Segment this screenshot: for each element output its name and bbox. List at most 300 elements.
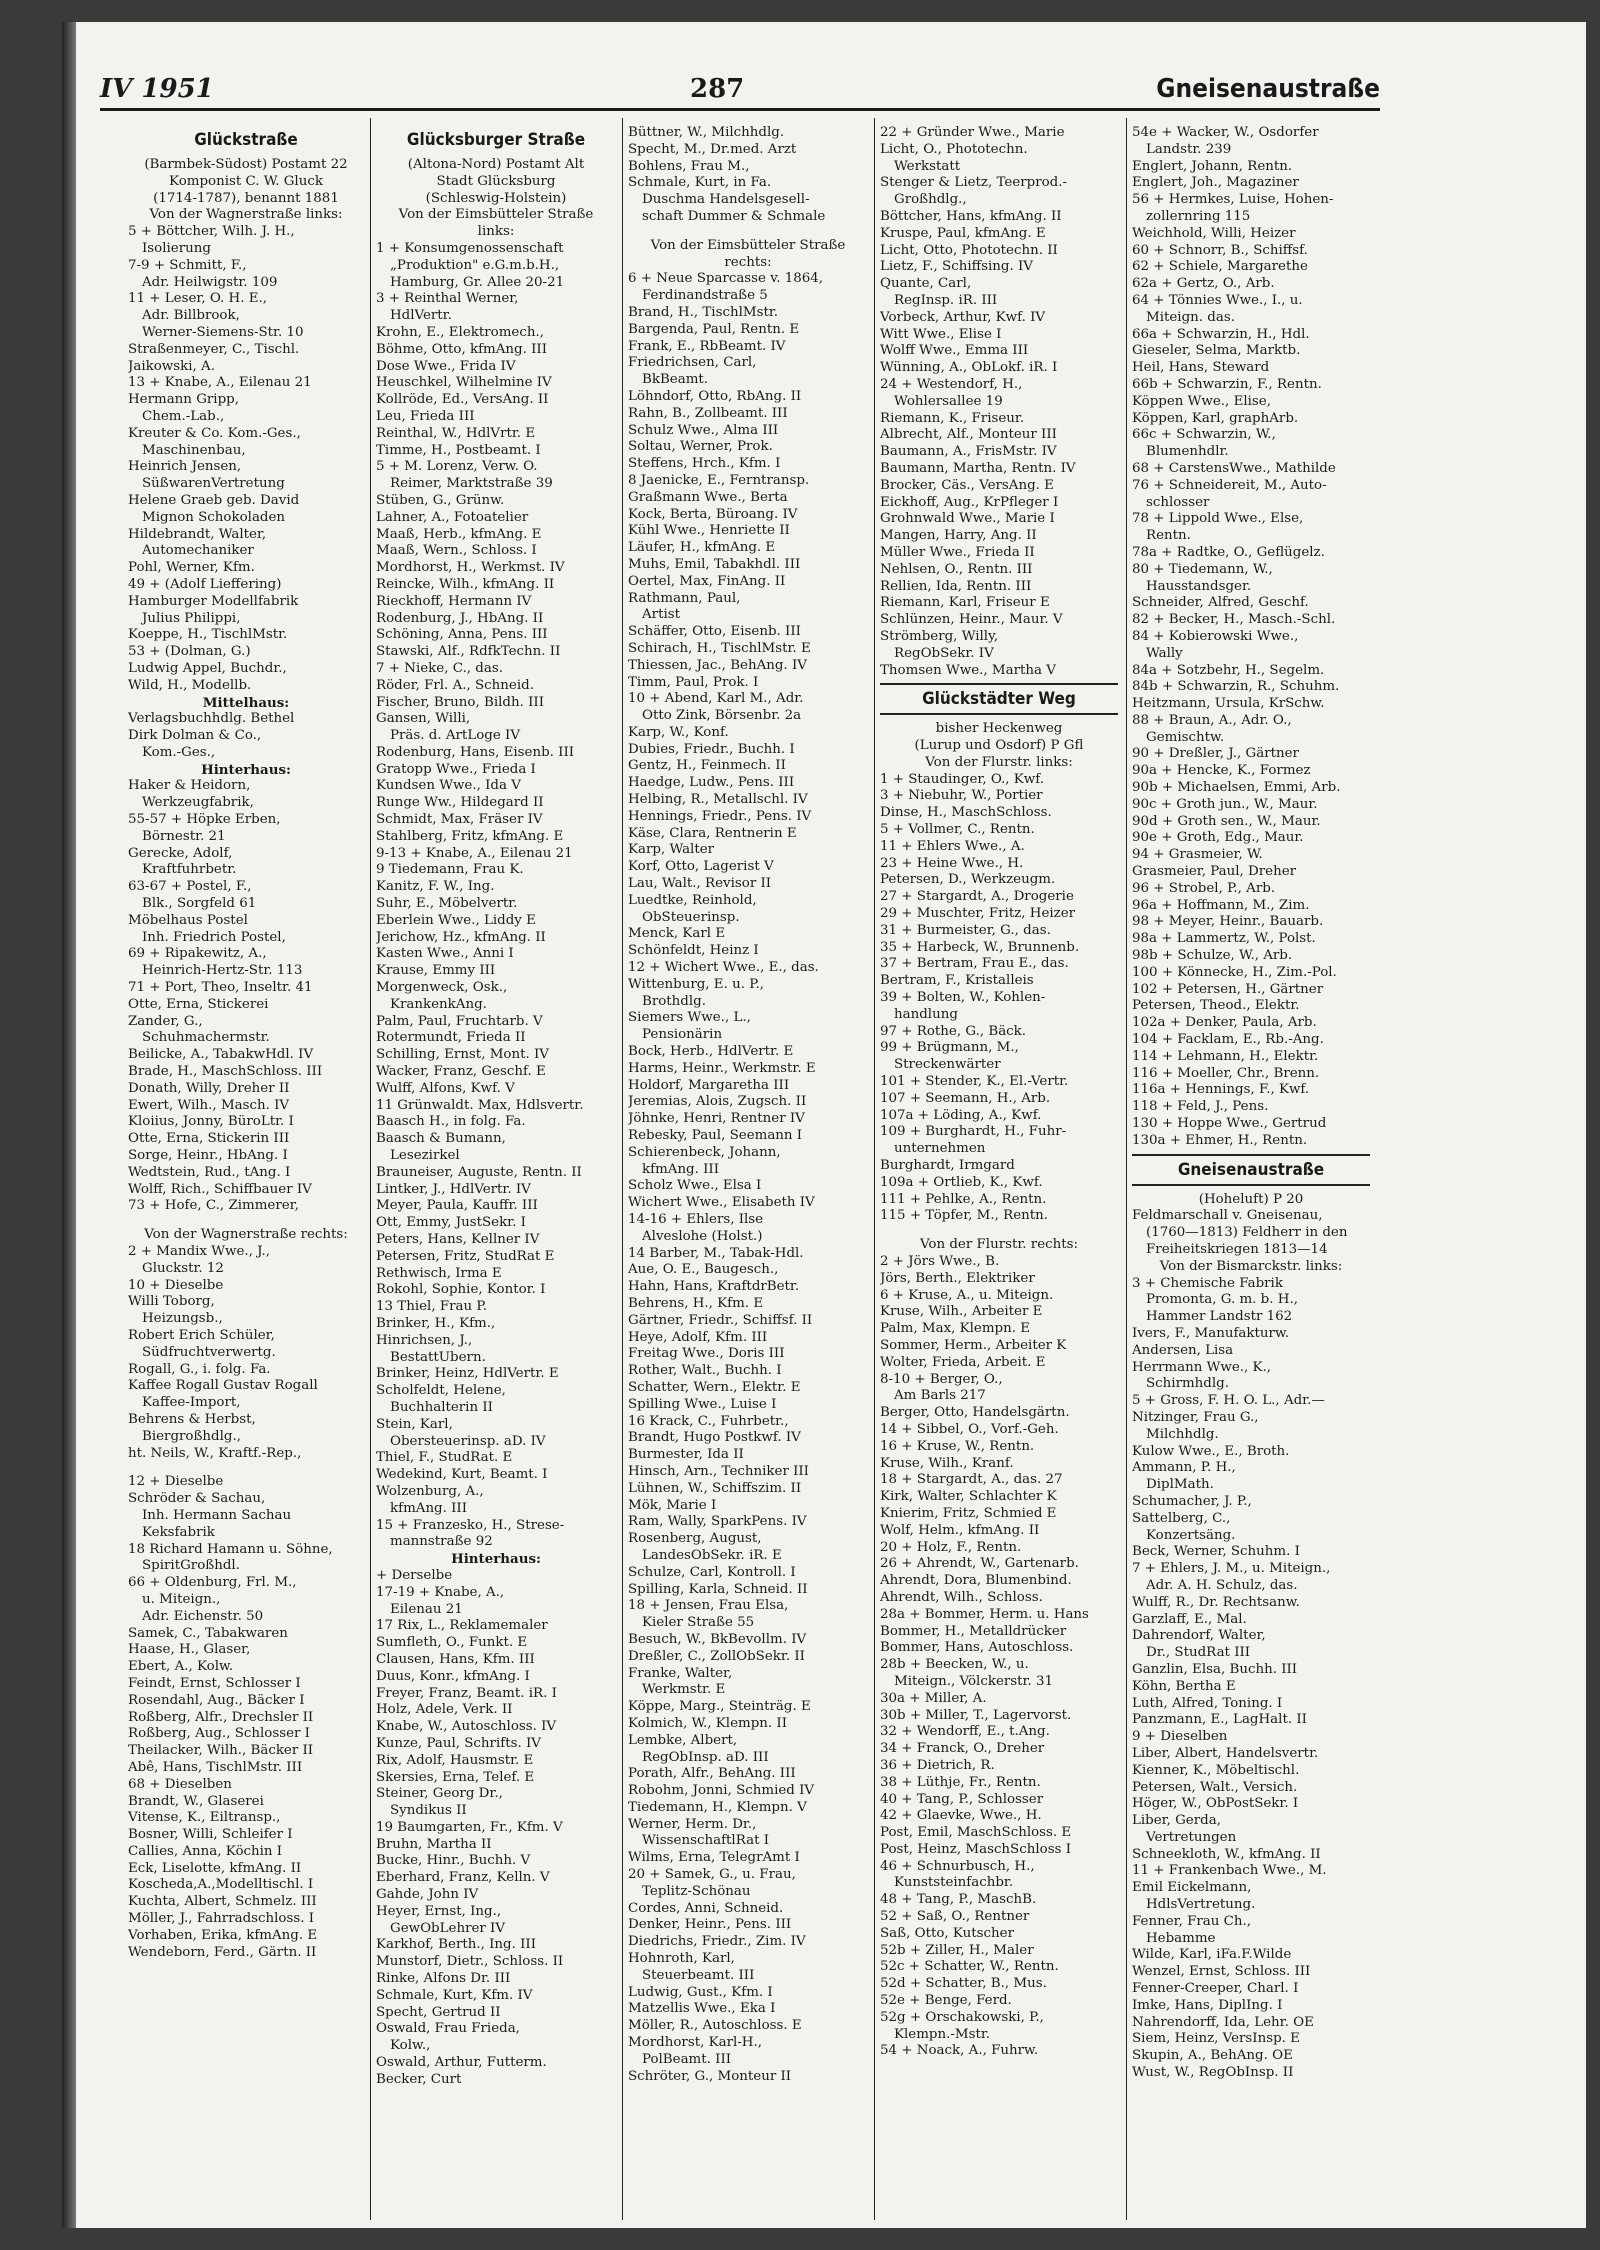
directory-entry: 107a + Löding, A., Kwf.	[880, 1107, 1042, 1123]
entry-continuation: Hammer Landstr 162	[1146, 1309, 1293, 1325]
entry-continuation: Brothdlg.	[642, 993, 706, 1009]
directory-entry: Oertel, Max, FinAng. II	[628, 573, 786, 589]
directory-entry: Porath, Alfr., BehAng. III	[628, 1766, 796, 1782]
directory-entry: Möller, J., Fahrradschloss. I	[128, 1911, 315, 1927]
street-note: Von der Eimsbütteler Straße	[650, 237, 846, 253]
directory-entry: Feldmarschall v. Gneisenau,	[1132, 1208, 1323, 1224]
directory-entry: Knierim, Fritz, Schmied E	[880, 1505, 1057, 1521]
directory-entry: Sommer, Herm., Arbeiter K	[880, 1337, 1067, 1353]
directory-entry: 11 + Leser, O. H. E.,	[128, 291, 268, 307]
directory-entry: Mordhorst, H., Werkmst. IV	[376, 560, 565, 576]
entry-continuation: Vertretungen	[1146, 1829, 1237, 1845]
directory-entry: 12 + Wichert Wwe., E., das.	[628, 960, 819, 976]
directory-entry: Riemann, Karl, Friseur E	[880, 595, 1050, 611]
entry-continuation: Adr. Eichenstr. 50	[142, 1608, 264, 1624]
directory-entry: Kruspe, Paul, kfmAng. E	[880, 225, 1046, 241]
directory-entry: 78a + Radtke, O., Geflügelz.	[1132, 544, 1325, 560]
spacer	[128, 1462, 364, 1474]
directory-entry: Berger, Otto, Handelsgärtn.	[880, 1405, 1070, 1421]
directory-entry: 52b + Ziller, H., Maler	[880, 1942, 1034, 1958]
directory-entry: Post, Emil, MaschSchloss. E	[880, 1825, 1072, 1841]
directory-entry: Meyer, Paula, Kauffr. III	[376, 1198, 538, 1214]
directory-entry: Büttner, W., Milchhdlg.	[628, 125, 785, 140]
directory-entry: Schmale, Kurt, in Fa.	[628, 175, 772, 191]
entry-continuation: Wohlersallee 19	[894, 393, 1003, 409]
directory-entry: Hahn, Hans, KraftdrBetr.	[628, 1279, 800, 1295]
directory-entry: 14 Barber, M., Tabak-Hdl.	[628, 1245, 804, 1261]
directory-entry: Rix, Adolf, Hausmstr. E	[376, 1752, 534, 1768]
directory-entry: 34 + Franck, O., Dreher	[880, 1741, 1045, 1757]
entry-continuation: Isolierung	[142, 240, 211, 256]
directory-entry: Bommer, H., Metalldrücker	[880, 1623, 1067, 1639]
directory-entry: Wedekind, Kurt, Beamt. I	[376, 1467, 548, 1483]
entry-continuation: Werkmstr. E	[642, 1682, 726, 1698]
entry-continuation: Streckenwärter	[894, 1057, 1001, 1073]
directory-entry: Jörs, Berth., Elektriker	[880, 1270, 1035, 1286]
street-note: Von der Flurstr. links:	[925, 754, 1073, 770]
directory-entry: 49 + (Adolf Lieffering)	[128, 576, 282, 592]
directory-entry: Hildebrandt, Walter,	[128, 526, 267, 542]
directory-entry: Bruhn, Martha II	[376, 1836, 492, 1852]
street-heading: Glücksburger Straße	[406, 130, 586, 150]
directory-entry: 109a + Ortlieb, K., Kwf.	[880, 1174, 1043, 1190]
directory-entry: Pohl, Werner, Kfm.	[128, 560, 255, 576]
entry-continuation: KrankenkAng.	[390, 996, 487, 1012]
directory-entry: ht. Neils, W., Kraftf.-Rep.,	[128, 1445, 302, 1461]
directory-entry: Feindt, Ernst, Schlosser I	[128, 1675, 301, 1691]
directory-entry: 11 + Frankenbach Wwe., M.	[1132, 1863, 1327, 1879]
directory-entry: Köppen, Karl, graphArb.	[1132, 410, 1299, 426]
directory-entry: Petersen, D., Werkzeugm.	[880, 872, 1056, 888]
directory-entry: 9-13 + Knabe, A., Eilenau 21	[376, 845, 573, 861]
entry-continuation: Obersteuerinsp. aD. IV	[390, 1433, 546, 1449]
entry-continuation: Syndikus II	[390, 1803, 467, 1819]
directory-entry: Kirk, Walter, Schlachter K	[880, 1489, 1057, 1505]
entry-continuation: Kieler Straße 55	[642, 1615, 755, 1631]
directory-entry: Brinker, H., Kfm.,	[376, 1315, 496, 1331]
directory-entry: Specht, M., Dr.med. Arzt	[628, 141, 797, 157]
directory-entry: 6 + Kruse, A., u. Miteign.	[880, 1287, 1054, 1303]
entry-continuation: Südfruchtverwertg.	[142, 1344, 276, 1360]
directory-entry: Clausen, Hans, Kfm. III	[376, 1651, 535, 1667]
directory-entry: Muhs, Emil, Tabakhdl. III	[628, 556, 801, 572]
directory-entry: 66a + Schwarzin, H., Hdl.	[1132, 326, 1310, 342]
directory-entry: Peters, Hans, Kellner IV	[376, 1232, 540, 1247]
directory-entry: Kloiius, Jonny, BüroLtr. I	[128, 1114, 294, 1130]
entry-continuation: zollernring 115	[1146, 208, 1251, 224]
column-rule	[622, 118, 623, 2220]
directory-entry: Knabe, W., Autoschloss. IV	[376, 1719, 557, 1735]
directory-entry: Riemann, K., Friseur.	[880, 410, 1025, 426]
directory-entry: Beck, Werner, Schuhm. I	[1132, 1544, 1300, 1560]
directory-entry: 37 + Bertram, Frau E., das.	[880, 956, 1069, 972]
directory-entry: Grohnwald Wwe., Marie I	[880, 511, 1055, 527]
directory-entry: Beilicke, A., TabakwHdl. IV	[128, 1047, 314, 1063]
street-heading: Gneisenaustraße	[1132, 1154, 1370, 1186]
directory-entry: Denker, Heinr., Pens. III	[628, 1917, 792, 1933]
directory-entry: Gentz, H., Feinmech. II	[628, 758, 786, 774]
directory-entry: Becker, Curt	[376, 2071, 462, 2087]
directory-entry: Wichert Wwe., Elisabeth IV	[628, 1195, 815, 1211]
directory-entry: Liber, Albert, Handelsvertr.	[1132, 1745, 1319, 1761]
directory-entry: 104 + Facklam, E., Rb.-Ang.	[1132, 1032, 1324, 1048]
directory-entry: 6 + Neue Sparcasse v. 1864,	[628, 271, 824, 287]
entry-continuation: Ferdinandstraße 5	[642, 288, 768, 304]
entry-continuation: Inh. Hermann Sachau	[142, 1507, 292, 1523]
directory-entry: 90d + Groth sen., W., Maur.	[1132, 813, 1321, 829]
directory-entry: Gahde, John IV	[376, 1887, 479, 1903]
directory-entry: 60 + Schnorr, B., Schiffsf.	[1132, 242, 1308, 258]
directory-entry: Maaß, Herb., kfmAng. E	[376, 526, 542, 542]
directory-entry: Koeppe, H., TischlMstr.	[128, 627, 288, 643]
directory-entry: 52e + Benge, Ferd.	[880, 1993, 1012, 2009]
directory-entry: Wedtstein, Rud., tAng. I	[128, 1164, 291, 1180]
directory-entry: 15 + Franzesko, H., Strese-	[376, 1517, 565, 1533]
directory-entry: Kruse, Wilh., Arbeiter E	[880, 1304, 1043, 1320]
entry-continuation: unternehmen	[894, 1141, 986, 1157]
entry-continuation: DiplMath.	[1146, 1477, 1214, 1493]
directory-entry: Schmidt, Max, Fräser IV	[376, 812, 543, 828]
entry-continuation: Schirmhdlg.	[1146, 1376, 1229, 1392]
directory-entry: Palm, Max, Klempn. E	[880, 1321, 1031, 1337]
directory-entry: Ahrendt, Wilh., Schloss.	[880, 1589, 1043, 1605]
directory-entry: Post, Heinz, MaschSchloss I	[880, 1841, 1071, 1857]
directory-entry: Siem, Heinz, VersInsp. E	[1132, 2031, 1300, 2047]
entry-continuation: Kraftfuhrbetr.	[142, 862, 237, 878]
directory-entry: Nahrendorff, Ida, Lehr. OE	[1132, 2014, 1314, 2030]
directory-entry: 23 + Heine Wwe., H.	[880, 855, 1024, 871]
directory-entry: 130a + Ehmer, H., Rentn.	[1132, 1132, 1308, 1148]
directory-entry: Schröter, G., Monteur II	[628, 2068, 792, 2084]
directory-entry: Burmester, Ida II	[628, 1447, 744, 1463]
directory-entry: Otte, Erna, Stickerei	[128, 996, 269, 1012]
directory-entry: Kollröde, Ed., VersAng. II	[376, 392, 549, 408]
directory-entry: 66c + Schwarzin, W.,	[1132, 427, 1276, 443]
directory-entry: Besuch, W., BkBevollm. IV	[628, 1631, 807, 1647]
directory-entry: 8-10 + Berger, O.,	[880, 1371, 1003, 1387]
directory-entry: 31 + Burmeister, G., das.	[880, 922, 1051, 938]
directory-entry: Roßberg, Aug., Schlosser I	[128, 1726, 310, 1742]
directory-entry: 109 + Burghardt, H., Fuhr-	[880, 1124, 1067, 1140]
directory-entry: 19 Baumgarten, Fr., Kfm. V	[376, 1819, 563, 1835]
directory-entry: Köppe, Marg., Steinträg. E	[628, 1699, 811, 1715]
entry-continuation: Börnestr. 21	[142, 828, 226, 844]
directory-entry: 18 Richard Hamann u. Söhne,	[128, 1541, 333, 1557]
street-note: Von der Wagnerstraße links:	[149, 207, 343, 223]
entry-continuation: Alveslohe (Holst.)	[642, 1228, 763, 1244]
directory-entry: Spilling Wwe., Luise I	[628, 1396, 777, 1412]
entry-continuation: HdlsVertretung.	[1146, 1897, 1256, 1913]
directory-entry: Timme, H., Postbeamt. I	[376, 442, 541, 458]
street-note: Komponist C. W. Gluck	[169, 173, 323, 189]
directory-entry: Eberlein Wwe., Liddy E	[376, 912, 536, 928]
directory-entry: Rodenburg, J., HbAng. II	[376, 610, 544, 626]
entry-continuation: Duschma Handelsgesell-	[642, 192, 810, 208]
directory-entry: Brade, H., MaschSchloss. III	[128, 1064, 323, 1080]
directory-entry: Rathmann, Paul,	[628, 590, 741, 606]
entry-continuation: Freiheitskriegen 1813—14	[1146, 1242, 1328, 1257]
directory-entry: Straßenmeyer, C., Tischl.	[128, 341, 300, 357]
entry-continuation: Kaffee-Import,	[142, 1395, 241, 1411]
directory-entry: 62 + Schiele, Margarethe	[1132, 259, 1308, 275]
street-note: Von der Wagnerstraße rechts:	[144, 1227, 348, 1243]
directory-entry: Heyer, Ernst, Ing.,	[376, 1903, 502, 1919]
entry-continuation: (1760—1813) Feldherr in den	[1146, 1225, 1348, 1241]
directory-entry: Wolff Wwe., Emma III	[880, 343, 1029, 359]
directory-entry: 14-16 + Ehlers, Ilse	[628, 1212, 764, 1227]
directory-entry: 97 + Rothe, G., Bäck.	[880, 1023, 1027, 1039]
directory-entry: 11 + Ehlers Wwe., A.	[880, 838, 1025, 854]
section-label: Mittelhaus:	[202, 694, 290, 711]
directory-entry: Thiel, F., StudRat. E	[376, 1450, 513, 1466]
directory-entry: 16 Krack, C., Fuhrbetr.,	[628, 1413, 789, 1429]
directory-entry: Kock, Berta, Büroang. IV	[628, 506, 798, 522]
directory-column-2	[376, 125, 616, 2089]
directory-entry: Möller, R., Autoschloss. E	[628, 2018, 802, 2034]
section-label: Hinterhaus:	[451, 1551, 541, 1568]
directory-entry: Leu, Frieda III	[376, 408, 475, 424]
directory-entry: Kolmich, W., Klempn. II	[628, 1715, 787, 1731]
entry-continuation: Milchhdlg.	[1146, 1426, 1219, 1442]
directory-entry: Sattelberg, C.,	[1132, 1510, 1231, 1526]
directory-entry: Rinke, Alfons Dr. III	[376, 1971, 511, 1987]
entry-continuation: Werkzeugfabrik,	[142, 795, 254, 811]
directory-entry: + Derselbe	[376, 1567, 453, 1583]
entry-continuation: BkBeamt.	[642, 372, 709, 388]
directory-entry: 2 + Mandix Wwe., J.,	[128, 1244, 270, 1259]
directory-entry: Wild, H., Modellb.	[128, 677, 252, 693]
spacer	[880, 1225, 1118, 1237]
directory-entry: 20 + Holz, F., Rentn.	[880, 1539, 1022, 1555]
directory-entry: Englert, Joh., Magaziner	[1132, 175, 1299, 191]
directory-entry: Herrmann Wwe., K.,	[1132, 1359, 1272, 1375]
directory-entry: 5 + Gross, F. H. O. L., Adr.—	[1132, 1393, 1325, 1409]
directory-entry: Menck, Karl E	[628, 926, 726, 942]
directory-entry: Morgenweck, Osk.,	[376, 980, 508, 996]
directory-entry: Rieckhoff, Hermann IV	[376, 593, 532, 609]
directory-entry: Schirach, H., TischlMstr. E	[628, 640, 811, 656]
directory-entry: 39 + Bolten, W., Kohlen-	[880, 990, 1046, 1006]
directory-entry: 99 + Brügmann, M.,	[880, 1040, 1019, 1056]
directory-entry: Scholfeldt, Helene,	[376, 1383, 506, 1399]
directory-entry: 101 + Stender, K., El.-Vertr.	[880, 1074, 1069, 1090]
directory-entry: Röder, Frl. A., Schneid.	[376, 677, 534, 693]
entry-continuation: Großhdlg.,	[894, 192, 967, 208]
entry-continuation: SüßwarenVertretung	[142, 476, 285, 492]
directory-entry: Bargenda, Paul, Rentn. E	[628, 321, 800, 337]
directory-entry: Licht, O., Phototechn.	[880, 141, 1028, 157]
directory-entry: 90e + Groth, Edg., Maur.	[1132, 830, 1304, 846]
directory-entry: 5 + Vollmer, C., Rentn.	[880, 822, 1035, 838]
street-note: (Schleswig-Holstein)	[425, 190, 567, 206]
street-note: (Hoheluft) P 20	[1198, 1191, 1304, 1207]
directory-entry: 48 + Tang, P., MaschB.	[880, 1892, 1037, 1908]
directory-entry: Bohlens, Frau M.,	[628, 158, 750, 174]
directory-entry: 9 Tiedemann, Frau K.	[376, 862, 524, 878]
directory-entry: Wenzel, Ernst, Schloss. III	[1132, 1964, 1311, 1980]
directory-entry: 16 + Kruse, W., Rentn.	[880, 1438, 1035, 1454]
directory-entry: Dahrendorf, Walter,	[1132, 1628, 1266, 1644]
directory-entry: 1 + Konsumgenossenschaft	[376, 240, 564, 256]
directory-entry: 54e + Wacker, W., Osdorfer	[1132, 125, 1319, 140]
directory-entry: 17 Rix, L., Reklamemaler	[376, 1618, 548, 1634]
directory-entry: Schatter, Wern., Elektr. E	[628, 1379, 801, 1395]
directory-entry: Wilde, Karl, iFa.F.Wilde	[1132, 1947, 1292, 1963]
entry-continuation: Automechaniker	[142, 543, 254, 559]
directory-column-3	[628, 125, 868, 2085]
directory-entry: Runge Ww., Hildegard II	[376, 795, 544, 811]
directory-entry: Albrecht, Alf., Monteur III	[880, 427, 1057, 443]
entry-continuation: Chem.-Lab.,	[142, 408, 225, 424]
entry-continuation: RegObSekr. IV	[894, 645, 994, 661]
directory-entry: Rahn, B., Zollbeamt. III	[628, 405, 788, 421]
directory-entry: 20 + Samek, G., u. Frau,	[628, 1867, 796, 1883]
directory-entry: Diedrichs, Friedr., Zim. IV	[628, 1934, 806, 1950]
entry-continuation: Buchhalterin II	[390, 1399, 493, 1415]
directory-entry: 3 + Niebuhr, W., Portier	[880, 788, 1043, 804]
entry-continuation: Hamburg, Gr. Allee 20-21	[390, 274, 565, 290]
directory-entry: Hinrichsen, J.,	[376, 1332, 473, 1348]
directory-entry: Köppen Wwe., Elise,	[1132, 393, 1271, 409]
directory-entry: Scholz Wwe., Elsa I	[628, 1178, 762, 1194]
directory-entry: Soltau, Werner, Prok.	[628, 439, 773, 455]
directory-entry: Schulze, Carl, Kontroll. I	[628, 1564, 796, 1580]
directory-entry: Gärtner, Friedr., Schiffsf. II	[628, 1312, 813, 1328]
directory-entry: Rotermundt, Frieda II	[376, 1030, 526, 1046]
directory-entry: 68 + Dieselben	[128, 1776, 232, 1792]
entry-continuation: Hebamme	[1146, 1930, 1216, 1946]
directory-entry: Kundsen Wwe., Ida V	[376, 778, 521, 794]
directory-entry: 29 + Muschter, Fritz, Heizer	[880, 906, 1076, 922]
entry-continuation: Blumenhdlr.	[1146, 444, 1229, 460]
directory-entry: Willi Toborg,	[128, 1294, 215, 1310]
directory-entry: 116 + Moeller, Chr., Brenn.	[1132, 1065, 1320, 1081]
directory-entry: Freyer, Franz, Beamt. iR. I	[376, 1685, 557, 1701]
directory-entry: Rosendahl, Aug., Bäcker I	[128, 1692, 305, 1708]
entry-continuation: kfmAng. III	[642, 1161, 720, 1177]
directory-entry: Kaffee Rogall Gustav Rogall	[128, 1378, 318, 1394]
entry-continuation: Keksfabrik	[142, 1524, 215, 1540]
directory-entry: Wendeborn, Ferd., Gärtn. II	[128, 1944, 317, 1960]
directory-entry: Käse, Clara, Rentnerin E	[628, 825, 797, 841]
directory-entry: 82 + Becker, H., Masch.-Schl.	[1132, 612, 1336, 628]
directory-entry: Stahlberg, Fritz, kfmAng. E	[376, 828, 564, 844]
directory-entry: 12 + Dieselbe	[128, 1474, 224, 1490]
directory-entry: Spilling, Karla, Schneid. II	[628, 1581, 808, 1597]
directory-entry: Suhr, E., Möbelvertr.	[376, 896, 518, 912]
entry-continuation: Blk., Sorgfeld 61	[142, 896, 257, 912]
directory-entry: Mök, Marie I	[628, 1497, 717, 1513]
directory-entry: Bommer, Hans, Autoschloss.	[880, 1640, 1074, 1656]
directory-entry: Ganzlin, Elsa, Buchh. III	[1132, 1661, 1298, 1677]
entry-continuation: Gluckstr. 12	[142, 1260, 224, 1276]
directory-entry: 78 + Lippold Wwe., Else,	[1132, 511, 1304, 527]
directory-entry: 55-57 + Höpke Erben,	[128, 812, 281, 828]
directory-entry: 64 + Tönnies Wwe., I., u.	[1132, 292, 1303, 308]
directory-entry: 118 + Feld, J., Pens.	[1132, 1099, 1269, 1115]
directory-entry: Kruse, Wilh., Kranf.	[880, 1455, 1014, 1471]
entry-continuation: Heizungsb.,	[142, 1311, 223, 1327]
directory-entry: Schäffer, Otto, Eisenb. III	[628, 624, 801, 640]
directory-entry: Rethwisch, Irma E	[376, 1265, 502, 1281]
entry-continuation: Eilenau 21	[390, 1601, 463, 1617]
entry-continuation: mannstraße 92	[390, 1534, 493, 1550]
entry-continuation: Am Barls 217	[894, 1388, 986, 1404]
directory-entry: Schmale, Kurt, Kfm. IV	[376, 1987, 533, 2003]
directory-entry: Bock, Herb., HdlVertr. E	[628, 1044, 794, 1060]
directory-entry: Dreßler, C., ZollObSekr. II	[628, 1648, 805, 1664]
entry-continuation: Wally	[1146, 645, 1183, 661]
directory-entry: Vitense, K., Eiltransp.,	[128, 1810, 281, 1826]
directory-entry: Holz, Adele, Verk. II	[376, 1702, 513, 1718]
street-note: (Lurup und Osdorf) P Gfl	[914, 738, 1084, 754]
entry-continuation: Mignon Schokoladen	[142, 509, 286, 525]
directory-entry: Munstorf, Dietr., Schloss. II	[376, 1954, 564, 1970]
directory-entry: Wilms, Erna, TelegrAmt I	[628, 1850, 800, 1866]
directory-entry: Baumann, Martha, Rentn. IV	[880, 460, 1076, 476]
directory-entry: Theilacker, Wilh., Bäcker II	[128, 1743, 314, 1759]
directory-entry: 10 + Dieselbe	[128, 1277, 224, 1293]
directory-entry: Köhn, Bertha E	[1132, 1678, 1236, 1694]
directory-column-5	[1132, 125, 1370, 2082]
directory-column-4	[880, 125, 1118, 2060]
directory-entry: Lahner, A., Fotoatelier	[376, 509, 529, 525]
entry-continuation: Promonta, G. m. b. H.,	[1146, 1292, 1298, 1308]
directory-entry: 17-19 + Knabe, A.,	[376, 1584, 505, 1600]
directory-entry: Nitzinger, Frau G.,	[1132, 1409, 1259, 1425]
directory-entry: 52d + Schatter, B., Mus.	[880, 1976, 1047, 1992]
directory-entry: 10 + Abend, Karl M., Adr.	[628, 691, 804, 707]
entry-continuation: BestattUbern.	[390, 1349, 486, 1365]
entry-continuation: Werkstatt	[894, 158, 961, 174]
directory-entry: Ebert, A., Kolw.	[128, 1659, 234, 1675]
entry-continuation: schlosser	[1146, 494, 1210, 510]
directory-entry: 66 + Oldenburg, Frl. M.,	[128, 1575, 297, 1591]
directory-entry: 42 + Glaevke, Wwe., H.	[880, 1808, 1042, 1824]
directory-entry: Lietz, F., Schiffsing. IV	[880, 259, 1033, 275]
directory-entry: Fenner-Creeper, Charl. I	[1132, 1981, 1299, 1997]
directory-entry: Krause, Emmy III	[376, 963, 496, 979]
directory-entry: Koscheda,A.,Modelltischl. I	[128, 1877, 314, 1893]
directory-entry: Wust, W., RegObInsp. II	[1132, 2065, 1294, 2081]
directory-entry: 52c + Schatter, W., Rentn.	[880, 1959, 1059, 1975]
directory-entry: 96a + Hoffmann, M., Zim.	[1132, 897, 1310, 913]
directory-entry: Stüben, G., Grünw.	[376, 492, 505, 508]
entry-continuation: Gemischtw.	[1146, 729, 1225, 745]
directory-entry: Jerichow, Hz., kfmAng. II	[376, 929, 546, 945]
directory-entry: 18 + Jensen, Frau Elsa,	[628, 1598, 789, 1614]
directory-entry: Dirk Dolman & Co.,	[128, 728, 262, 744]
directory-entry: Gieseler, Selma, Marktb.	[1132, 343, 1301, 359]
directory-entry: 13 Thiel, Frau P.	[376, 1299, 487, 1315]
entry-continuation: Miteign., Völckerstr. 31	[894, 1673, 1054, 1689]
directory-entry: Möbelhaus Postel	[128, 912, 248, 928]
directory-entry: 100 + Könnecke, H., Zim.-Pol.	[1132, 964, 1337, 980]
directory-entry: 38 + Lüthje, Fr., Rentn.	[880, 1774, 1041, 1790]
directory-entry: Roßberg, Alfr., Drechsler II	[128, 1709, 314, 1725]
street-note: Von der Bismarckstr. links:	[1159, 1258, 1343, 1274]
entry-continuation: kfmAng. III	[390, 1500, 468, 1516]
directory-entry: Gansen, Willi,	[376, 711, 471, 727]
directory-entry: Dinse, H., MaschSchloss.	[880, 805, 1052, 821]
directory-entry: Ott, Emmy, JustSekr. I	[376, 1215, 526, 1231]
directory-entry: Eberhard, Franz, Kelln. V	[376, 1870, 550, 1886]
directory-entry: Samek, C., Tabakwaren	[128, 1625, 288, 1641]
directory-entry: 90c + Groth jun., W., Maur.	[1132, 796, 1318, 812]
directory-entry: Grasmeier, Paul, Dreher	[1132, 864, 1297, 880]
directory-entry: Thomsen Wwe., Martha V	[880, 662, 1056, 678]
directory-entry: Callies, Anna, Köchin I	[128, 1843, 283, 1859]
